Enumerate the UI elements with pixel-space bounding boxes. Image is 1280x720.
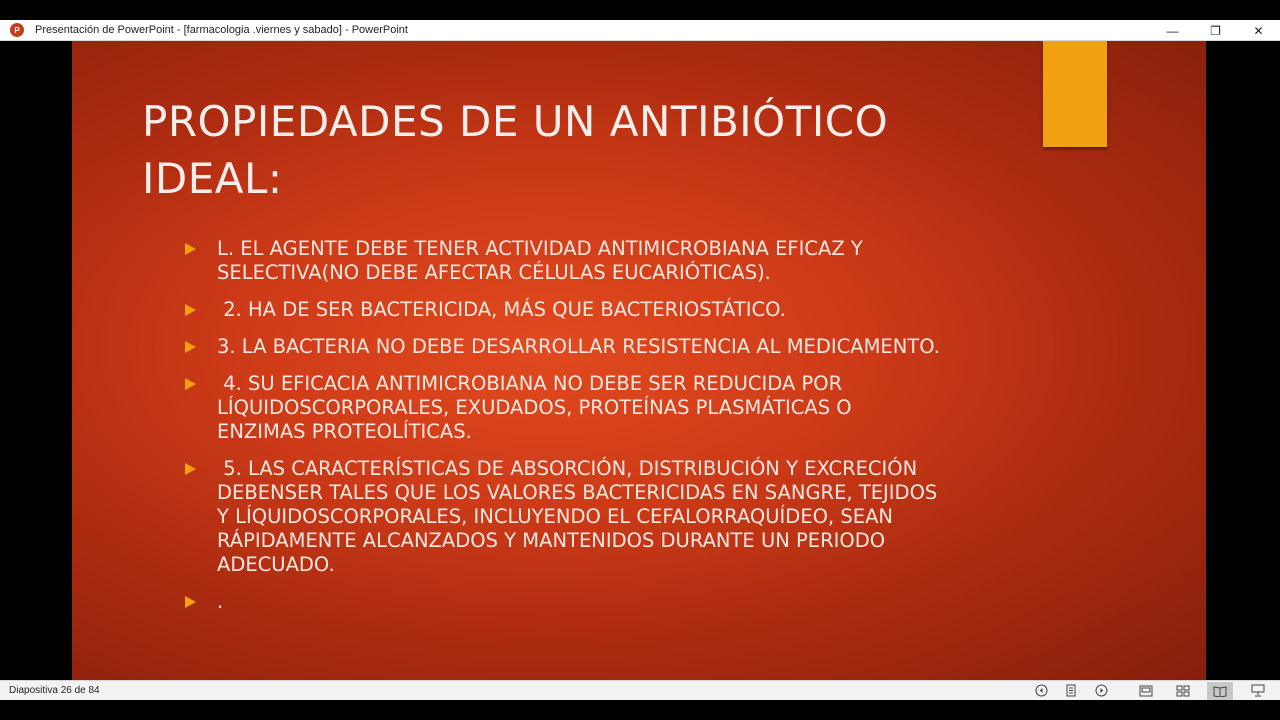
slide-title [142, 93, 1042, 207]
bullet-text: SELECTIVA(NO DEBE AFECTAR CÉLULAS EUCARIÓTICAS). [217, 261, 771, 284]
reading-view-icon[interactable] [1207, 682, 1233, 700]
bullet-arrow-icon [185, 304, 196, 316]
slide-sorter-icon[interactable] [1176, 684, 1190, 697]
previous-slide-icon[interactable] [1034, 684, 1048, 697]
bullet-item-5 [185, 457, 1065, 577]
bullet-arrow-icon [185, 243, 196, 255]
powerpoint-app-icon[interactable] [10, 23, 24, 37]
bullet-text: RÁPIDAMENTE ALCANZADOS Y MANTENIDOS DURANTE UN PERIODO [217, 529, 886, 552]
slide[interactable] [72, 41, 1206, 680]
bullet-item-6 [185, 590, 1065, 614]
slide-counter: Diapositiva 26 de 84 [9, 685, 100, 696]
bullet-text: ADECUADO. [217, 553, 335, 576]
bullet-text: DEBENSER TALES QUE LOS VALORES BACTERICIDAS EN SANGRE, TEJIDOS [217, 481, 938, 504]
minimize-icon: — [1166, 23, 1179, 38]
bullet-text: 3. LA BACTERIA NO DEBE DESARROLLAR RESISTENCIA AL MEDICAMENTO. [217, 335, 940, 358]
normal-view-icon[interactable] [1139, 684, 1153, 697]
bullet-text: 2. HA DE SER BACTERICIDA, MÁS QUE BACTERIOSTÁTICO. [217, 298, 786, 321]
bullet-arrow-icon [185, 596, 196, 608]
bullet-item-4 [185, 372, 1065, 444]
bullet-text: . [217, 590, 224, 613]
bullet-text: LÍQUIDOSCORPORALES, EXUDADOS, PROTEÍNAS PLASMÁTICAS O [217, 396, 852, 419]
restore-button[interactable] [1194, 20, 1237, 41]
close-icon: ✕ [1253, 23, 1264, 38]
slide-menu-icon[interactable] [1064, 684, 1078, 697]
next-slide-icon[interactable] [1094, 684, 1108, 697]
window-titlebar [0, 20, 1280, 41]
minimize-button[interactable] [1151, 20, 1194, 41]
bottom-black-bar [0, 700, 1280, 720]
bullet-list [185, 237, 1065, 614]
bullet-text: 4. SU EFICACIA ANTIMICROBIANA NO DEBE SER REDUCIDA POR [217, 372, 843, 395]
slideshow-stage [0, 41, 1280, 680]
bullet-text: Y LÍQUIDOSCORPORALES, INCLUYENDO EL CEFALORRAQUÍDEO, SEAN [217, 505, 894, 528]
bullet-item-2 [185, 298, 1065, 322]
bullet-text: 5. LAS CARACTERÍSTICAS DE ABSORCIÓN, DISTRIBUCIÓN Y EXCRECIÓN [217, 457, 918, 480]
title-line-1: PROPIEDADES DE UN ANTIBIÓTICO [142, 97, 889, 146]
bullet-text: ENZIMAS PROTEOLÍTICAS. [217, 420, 472, 443]
close-button[interactable] [1237, 20, 1280, 41]
slideshow-icon[interactable] [1251, 684, 1265, 697]
bullet-text: L. EL AGENTE DEBE TENER ACTIVIDAD ANTIMICROBIANA EFICAZ Y [217, 237, 863, 260]
accent-rectangle [1043, 41, 1107, 147]
bullet-arrow-icon [185, 378, 196, 390]
status-bar [0, 680, 1280, 700]
bullet-arrow-icon [185, 463, 196, 475]
bullet-item-3 [185, 335, 1065, 359]
window-title: Presentación de PowerPoint - [farmacologia .viernes y sabado] - PowerPoint [35, 24, 408, 36]
app-icon-letter: P [14, 25, 20, 35]
window-controls [1151, 20, 1280, 41]
title-line-2: IDEAL: [142, 154, 283, 203]
bullet-item-1 [185, 237, 1065, 285]
bullet-arrow-icon [185, 341, 196, 353]
restore-icon: ❐ [1210, 23, 1221, 38]
